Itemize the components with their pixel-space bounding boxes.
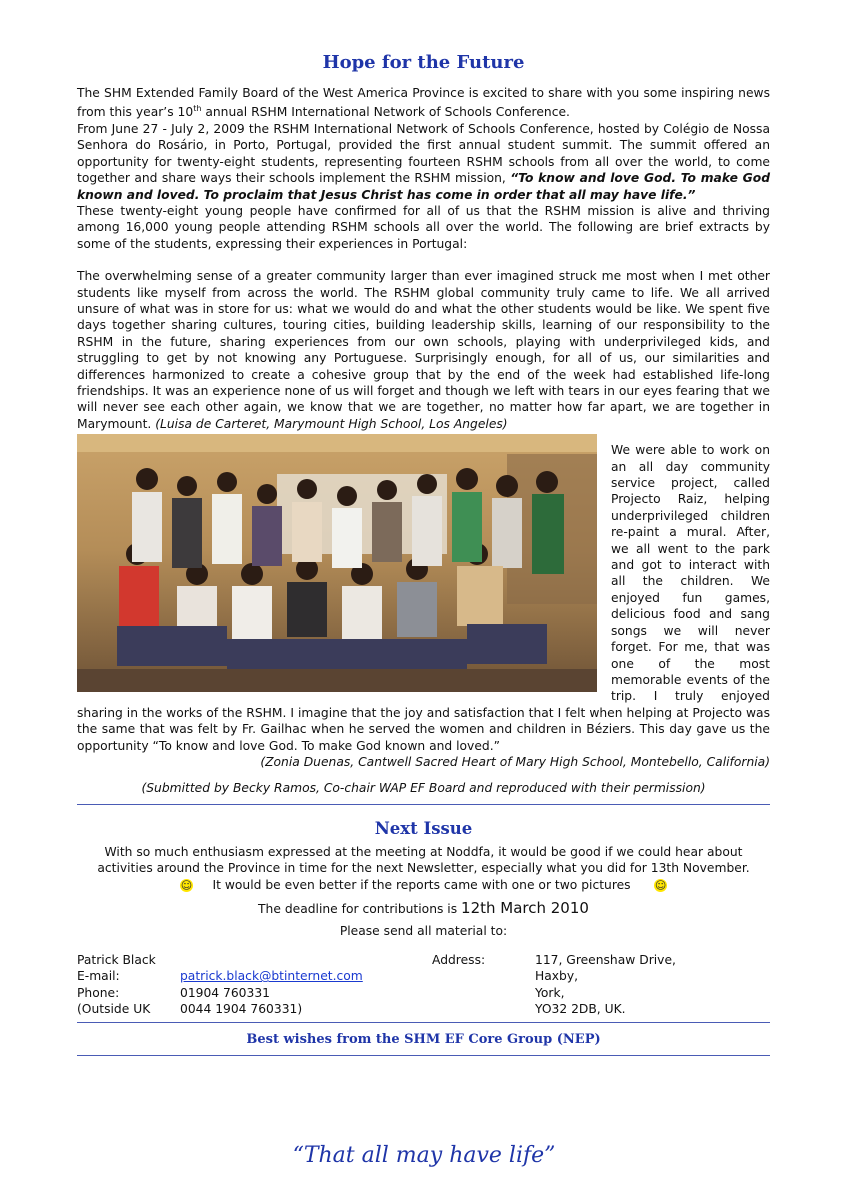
- phone-number: 01904 760331: [180, 985, 270, 1000]
- email-link[interactable]: patrick.black@btinternet.com: [180, 969, 363, 984]
- student-story-2-credit: (Zonia Duenas, Cantwell Sacred Heart of Mary High School, Montebello, California): [260, 754, 770, 769]
- group-photo-image: [77, 434, 597, 692]
- phone-label: Phone:: [77, 985, 120, 1000]
- smiley-icon: ☺: [654, 878, 667, 892]
- contact-details: [77, 952, 770, 1018]
- outside-uk-label: (Outside UK: [77, 1002, 151, 1016]
- next-issue-pictures-text: It would be even better if the reports came with one or two pictures: [212, 877, 631, 892]
- next-issue-text: With so much enthusiasm expressed at the meeting at Noddfa, it would be good if we could hear about activities around the Province in time for the next Newsletter, especially what you did for 13th November.: [97, 844, 750, 876]
- closing-line: Best wishes from the SHM EF Core Group (NEP): [246, 1032, 601, 1048]
- send-label: Please send all material to:: [339, 924, 508, 939]
- smiley-icon: ☺: [180, 878, 193, 892]
- address-label: Address:: [432, 952, 486, 967]
- submitted-note: (Submitted by Becky Ramos, Co-chair WAP EF Board and reproduced with their permission): [141, 781, 706, 796]
- outside-uk-phone: 0044 1904 760331): [180, 1002, 303, 1016]
- next-issue-title: Next Issue: [374, 818, 473, 838]
- next-issue-line-2: [77, 877, 770, 893]
- deadline-date: 12th March 2010: [461, 898, 589, 917]
- address-line-4: YO32 2DB, UK.: [535, 1002, 626, 1016]
- group-photo: [77, 434, 597, 692]
- student-story-1-credit: (Luisa de Carteret, Marymount High School, Los Angeles): [155, 416, 508, 431]
- address-line-3: York,: [535, 985, 565, 1000]
- divider-3: [77, 1055, 770, 1056]
- email-label: E-mail:: [77, 969, 120, 984]
- intro-paragraph-2: [77, 121, 770, 203]
- contact-name: Patrick Black: [77, 952, 156, 967]
- deadline-label: The deadline for contributions is: [258, 901, 462, 916]
- deadline-line: [77, 900, 770, 917]
- intro-paragraph-1: The SHM Extended Family Board of the West America Province is excited to share with you some inspiring news from this year’s 10th annual RSHM International Network of Schools Conference.: [77, 86, 770, 120]
- intro-paragraph-3: These twenty-eight young people have confirmed for all of us that the RSHM mission is alive and thriving among 16,000 young people attending RSHM schools all over the world. The following are brief extracts by some of the students, expressing their experiences in Portugal:: [77, 203, 770, 251]
- intro-paragraph-2-text: From June 27 - July 2, 2009 the RSHM International Network of Schools Conference, hosted by Colégio de Nossa Senhora do Rosário, in Porto, Portugal, provided the first annual student summit. The summit offered an opportunity for twenty-eight students, representing fourteen RSHM schools from all over the world, to come together and share ways their schools implement the RSHM mission,: [77, 121, 770, 186]
- address-line-1: 117, Greenshaw Drive,: [535, 952, 676, 967]
- student-story-1-text: The overwhelming sense of a greater community larger than ever imagined struck me most when I met other students like myself from across the world. The RSHM global community truly came to life. We all arrived unsure of what was in store for us: what we would do and what the other students would be like. We spent five days together sharing cultures, touring cities, building leadership skills, learning of our responsibility to the RSHM in the future, sharing experiences from our own schools, playing with underprivileged kids, and struggling to get by not knowing any Portuguese. Surprisingly enough, for all of us, our similarities and differences harmonized to create a cohesive group that by the end of the week had established life-long friendships. It was an experience none of us will forget and though we left with tears in our eyes fearing that we will never see each other again, we know that we are together, no matter how far apart, we are together in Marymount.: [77, 269, 770, 431]
- address-line-2: Haxby,: [535, 969, 579, 984]
- student-story-1: [77, 268, 770, 432]
- student-story-2-text: We were able to work on an all day community service project, called Projecto Raiz, helping underprivileged children re-paint a mural. After, we all went to the park and got to interact with all the children. We enjoyed fun games, delicious food and sang songs we will never forget. For me, that was one of the most memorable events of the trip. I truly enjoyed sharing in the works of the RSHM. I imagine that the joy and satisfaction that I felt when helping at Projecto was the same that was felt by Fr. Gailhac when he served the women and children in Béziers. This day gave us the opportunity “To know and love God. To make God known and loved.”: [77, 443, 770, 753]
- mission-statement: “To know and love God. To make God known and loved. To proclaim that Jesus Christ has come in order that all may have life.”: [77, 171, 770, 202]
- motto: “That all may have life”: [292, 1143, 556, 1168]
- article-title: Hope for the Future: [322, 52, 525, 73]
- newsletter-page: [77, 52, 770, 1056]
